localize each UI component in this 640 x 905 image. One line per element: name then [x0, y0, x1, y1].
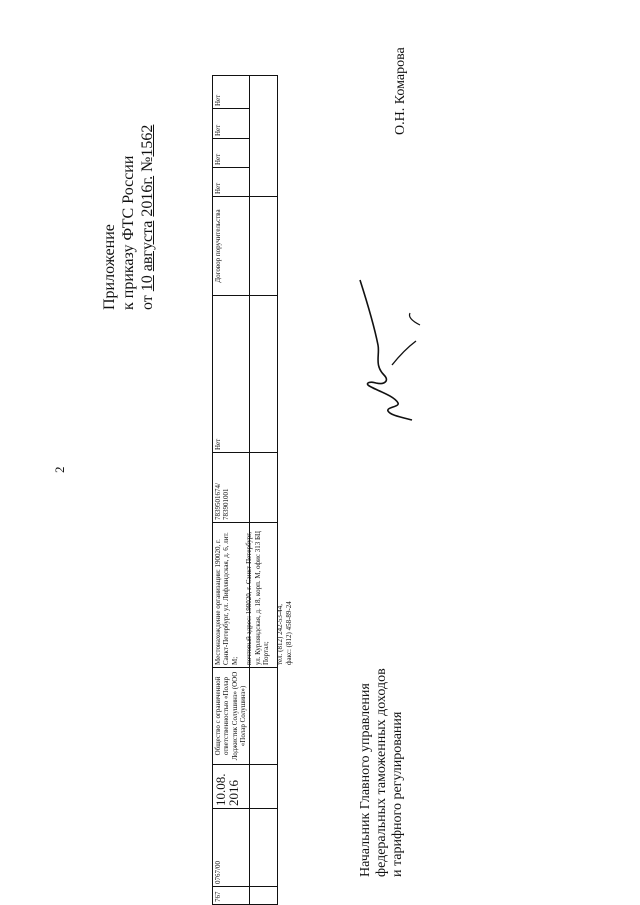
order-number: 1562: [139, 124, 156, 157]
handwritten-signature: [350, 275, 430, 425]
cell-reg-no: 0767/00: [213, 808, 249, 886]
cell-col-c: Нет: [213, 167, 249, 196]
blank-cell: [250, 196, 277, 295]
blank-cell: [250, 295, 277, 452]
signatory-title: Начальник Главного управления федеральных таможенных доходов и тарифного регулирования: [358, 668, 405, 877]
cell-col-f: Нет: [214, 94, 222, 106]
blank-cell: [250, 886, 277, 904]
blank-cell: [250, 522, 277, 667]
registry-table-row: [212, 75, 293, 905]
cell-org-name: Общество с ограниченной ответственностью «Полар Лоджистик Солушинз» (ООО «Полар Солушинз»): [213, 667, 249, 764]
blank-cell: [250, 452, 277, 522]
cell-col-e: Нет: [213, 108, 249, 138]
cell-col-a: Нет: [213, 295, 249, 452]
appendix-order: к приказу ФТС России: [120, 155, 137, 310]
cell-guarantee: Договор поручительства: [213, 196, 249, 295]
cell-inn-kpp: 7839501674/ 783901001: [213, 452, 249, 522]
blank-cell: [250, 764, 277, 808]
blank-cell: [250, 667, 277, 764]
appendix-title: Приложение: [101, 224, 118, 310]
blank-cell: [250, 808, 277, 886]
blank-cell: [250, 76, 277, 196]
cell-address: Местонахождение организации: 190020, г. Санкт-Петербург, ул. Лифляндская, д. 6, лит. М; почтовый адрес: 198020, г. Санкт-Петербург, ул. Курляндская, д. 18, корп. М, офис 313 БЦ Портал; тел. (812) 242-53-44, факс: (812) 458-89-24: [213, 522, 249, 667]
signatory-name: О.Н. Комарова: [393, 47, 408, 135]
order-year: 2016г.: [139, 175, 156, 217]
cell-number: 767: [213, 886, 249, 904]
appendix-header: [100, 125, 157, 310]
cell-date: 10.08. 2016: [213, 764, 249, 808]
order-day: 10: [139, 275, 156, 292]
registry-table-row-lower: [250, 75, 278, 905]
cell-col-d: Нет: [213, 138, 249, 167]
appendix-date-line: от 10 августа 2016г. №1562: [139, 124, 156, 310]
page-number: 2: [52, 466, 67, 473]
order-month: августа: [139, 220, 156, 272]
